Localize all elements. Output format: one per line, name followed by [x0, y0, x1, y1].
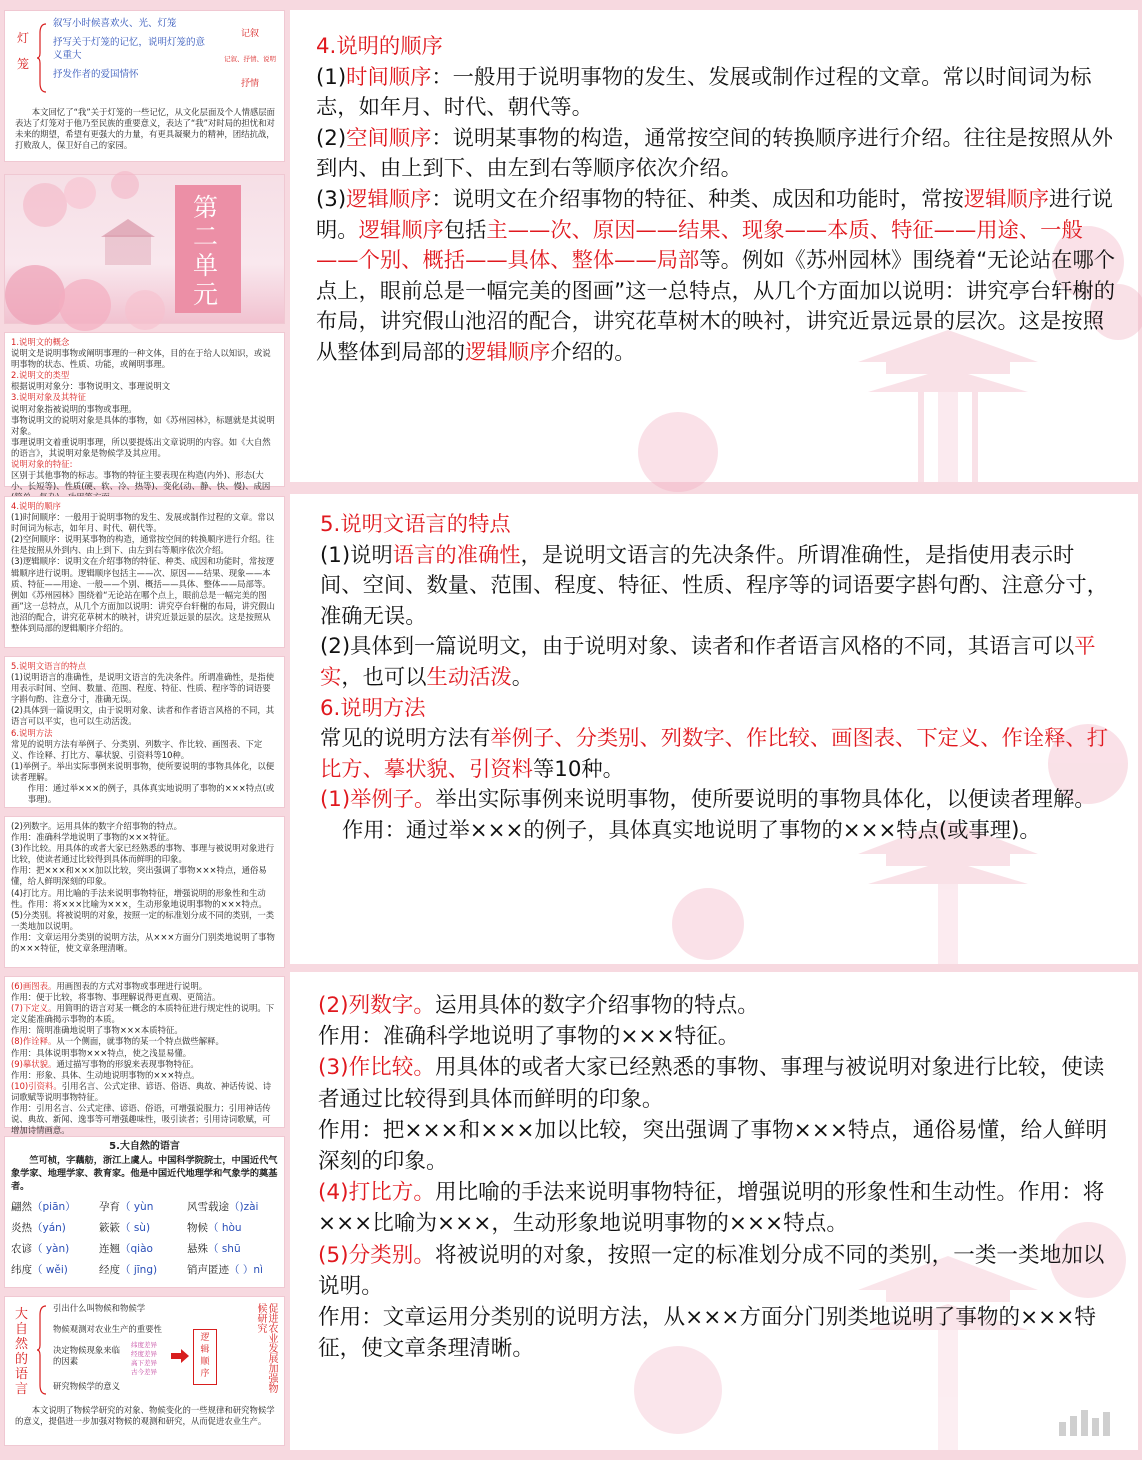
meth-mini-2: 作用：准确科学地说明了事物的×××特征。	[11, 832, 175, 843]
order-heading: 4.说明的顺序	[316, 34, 443, 59]
method-numbers: (2)列数字。运用具体的数字介绍事物的特点。	[318, 993, 759, 1018]
method-line: 作用：形象、具体、生动地说明事物的×××特点。	[11, 1069, 200, 1080]
lantern-summary: 本文回忆了“我”关于灯笼的一些记忆，从文化层面及个人情感层面表达了灯笼对于他乃至民族的重要意义，表达了“我”对时局的担忧和对未来的期望，希望有更强大的力量，有更具凝聚力的精神，团结抗战，打败敌人，保卫好自己的家园。	[15, 107, 275, 151]
thumb-slide-methods-a[interactable]	[4, 816, 285, 968]
structure-summary: 本文说明了物候学研究的对象、物候变化的一些规律和研究物候学的意义，提倡进一步加强对物候的观测和研究，从而促进农业生产。	[15, 1405, 275, 1427]
order-mini-logic: (3)逻辑顺序：说明文在介绍事物的特征、种类、成因和功能时，常按逻辑顺序进行说明。逻辑顺序包括主——次、原因——结果、现象——本质、特征——用途、一般——个别、概括——具体、整体——局部等。例如《苏州园林》围绕着“无论站在哪个点上，眼前总是一幅完美的图画”这一总特点，从几个方面加以说明：讲究亭台轩榭的布局，讲究假山池沼的配合，讲究花草树木的映衬，讲究近景远景的层次。这是按照从整体到局部的逻辑顺序介绍的。	[11, 556, 275, 634]
lantern-row-2: 抒写关于灯笼的记忆，说明灯笼的意义重大	[53, 37, 206, 61]
language-heading: 5.说明文语言的特点	[320, 512, 511, 537]
panel-order	[290, 10, 1138, 482]
lantern-row-3: 抒发作者的爱国情怀	[53, 69, 139, 80]
lantern-tag-1: 记叙	[240, 29, 259, 39]
language-style: (2)具体到一篇说明文，由于说明对象、读者和作者语言风格的不同，其语言可以平实，也可以生动活泼。	[320, 634, 1096, 690]
method-line: (8)作诠释。从一个侧面，就事物的某一个特点做些解释。	[11, 1036, 224, 1047]
structure-item-1: 引出什么叫物候和物候学	[53, 1303, 146, 1313]
lang-mini-3: 常见的说明方法有举例子、分类别、列数字、作比较、画图表、下定义、作诠释、打比方、摹状貌、引资料等10种。	[11, 738, 263, 760]
method-line: (10)引资料。引用名言、公式定律、谚语、俗语、典故、神话传说、诗词歌赋等说明事物特征。	[11, 1080, 272, 1102]
methods-list: 常见的说明方法有举例子、分类别、列数字、作比较、画图表、下定义、作诠释、打比方、摹状貌、引资料等10种。	[320, 726, 1109, 782]
structure-left: 大自然的语言	[15, 1307, 29, 1397]
meth-mini-1: (2)列数字。运用具体的数字介绍事物的特点。	[11, 821, 182, 831]
order-mini-title: 4.说明的顺序	[11, 501, 61, 511]
pinyin-cell: 翩然（piān）	[11, 1201, 76, 1214]
pinyin-row	[11, 1218, 278, 1239]
factor-2: 经度差异	[131, 1350, 157, 1358]
method-numbers-effect: 作用：准确科学地说明了事物的×××特征。	[318, 1024, 740, 1050]
meth-mini-7: 作用：文章运用分类别的说明方法，从×××方面分门别类地说明了事物的×××特征，使文章条理清晰。	[11, 931, 275, 954]
lamp-char-2: 笼	[17, 57, 30, 71]
concept-line: 事物说明文的说明对象是具体的事物，如《苏州园林》，标题就是其说明对象。	[11, 414, 275, 436]
blossom-art-icon	[5, 175, 286, 325]
structure-mid: 逻辑顺序	[193, 1329, 217, 1385]
structure-brace-icon	[37, 1305, 47, 1395]
concept-line: 事理说明文着重说明事理，所以要提炼出文章说明的内容。如《大自然的语言》，其说明对象是物候学及其应用。	[11, 436, 271, 458]
concept-line: 说明对象指被说明的事物或事理。	[11, 403, 137, 414]
concept-line: 1.说明文的概念	[11, 337, 70, 347]
nature-title: 5.大自然的语言	[109, 1141, 180, 1152]
thumb-slide-lantern[interactable]	[4, 10, 285, 162]
unit-title: 第二单元	[193, 193, 219, 309]
factor-3: 高下差异	[131, 1359, 157, 1367]
method-line: (7)下定义。用简明的语言对某一概念的本质特征进行规定性的说明。下定义能准确揭示事物的本质。	[11, 1003, 275, 1025]
meth-mini-6: (5)分类别。将被说明的对象，按照一定的标准划分成不同的类别，一类一类地加以说明。	[11, 909, 275, 931]
lang-mini-title: 5.说明文语言的特点	[11, 661, 86, 671]
language-accuracy: (1)说明语言的准确性，是说明文语言的先决条件。所谓准确性，是指使用表示时间、空间、数量、范围、程度、特征、性质、程序等的词语要字斟句酌、注意分寸，准确无误。	[320, 542, 1108, 629]
pinyin-row	[11, 1197, 278, 1218]
order-mini-space: (2)空间顺序：说明某事物的构造，通常按空间的转换顺序进行介绍。往往是按照从外到内、由上到下、由左到右等顺序依次介绍。	[11, 534, 275, 556]
method-line: 作用：简明准确地说明了事物×××本质特征。	[11, 1025, 183, 1036]
pinyin-row	[11, 1239, 278, 1260]
method-example: (1)举例子。举出实际事例来说明事物，使所要说明的事物具体化，以便读者理解。	[320, 787, 1096, 813]
lantern-tag-3: 抒情	[240, 79, 259, 90]
factor-4: 古今差异	[131, 1368, 157, 1376]
thumb-slide-unit2[interactable]	[4, 174, 285, 324]
order-time: (1)时间顺序：一般用于说明事物的发生、发展或制作过程的文章。常以时间词为标志，如年月、时代、朝代等。	[316, 64, 1092, 121]
method-line: 作用：引用名言、公式定律、谚语、俗语，可增强说服力；引用神话传说、典故、新闻、逸事等可增强趣味性，吸引读者；引用诗词歌赋，可增加诗情画意。	[11, 1103, 271, 1136]
lang-mini-4: (1)举例子。举出实际事例来说明事物，使所要说明的事物具体化，以便读者理解。	[11, 760, 275, 782]
concept-line: 说明文是说明事物或阐明事理的一种文体，目的在于给人以知识，或说明事物的状态、性质、功能，或阐明事理。	[11, 348, 271, 370]
lang-mini-2: (2)具体到一篇说明文，由于说明对象、读者和作者语言风格的不同，其语言可以平实，也可以生动活泼。	[11, 705, 275, 727]
concept-line: 2.说明文的类型	[11, 370, 70, 381]
method-line: 作用：具体说明事物×××特点，使之浅显易懂。	[11, 1047, 192, 1058]
methods-b-text	[11, 981, 278, 1136]
method-line: (9)摹状貌。通过描写事物的形貌来表现事物特征。	[11, 1058, 199, 1069]
method-compare: (3)作比较。用具体的或者大家已经熟悉的事物、事理与被说明对象进行比较，使读者通过比较得到具体而鲜明的印象。	[318, 1055, 1105, 1112]
brace-icon	[37, 23, 47, 93]
concept-line: 根据说明对象分：事物说明文、事理说明文	[11, 381, 171, 392]
lang-mini-title2: 6.说明方法	[11, 727, 53, 738]
structure-item-2: 物候观测对农业生产的重要性	[53, 1324, 162, 1334]
structure-item-4: 研究物候学的意义	[53, 1381, 120, 1391]
pinyin-cell: 风雪载途（)zài	[187, 1201, 259, 1214]
meth-mini-5: (4)打比方。用比喻的手法来说明事物特征，增强说明的形象性和生动性。作用：将×××比喻为×××，生动形象地说明事物的×××特点。	[11, 887, 267, 909]
nature-intro: 竺可桢，字藕舫，浙江上虞人。中国科学院院士，中国近代气象学家、地理学家、教育家。他是中国近代地理学和气象学的奠基者。	[11, 1155, 278, 1193]
concept-line: 3.说明对象及其特征	[11, 392, 86, 403]
pinyin-cell: 物候（ hòu	[187, 1222, 242, 1235]
thumb-slide-nature-language[interactable]	[4, 1136, 285, 1288]
method-classify-effect: 作用：文章运用分类别的说明方法，从×××方面分门别类地说明了事物的×××特征，使文章条理清晰。	[318, 1305, 1096, 1362]
method-example-effect: 作用：通过举×××的例子，具体真实地说明了事物的×××特点(或事理)。	[342, 817, 1041, 843]
lantern-tag-2: 记叙、抒情、说明	[224, 55, 276, 64]
thumb-slide-expository-concepts[interactable]	[4, 332, 285, 492]
methods-heading: 6.说明方法	[320, 695, 426, 721]
concept-line: 说明对象的特征:	[11, 459, 73, 470]
watermark-icon	[1059, 1410, 1110, 1436]
lamp-char-1: 灯	[17, 31, 30, 45]
meth-mini-3: (3)作比较。用具体的或者大家已经熟悉的事物、事理与被说明对象进行比较，使读者通过比较得到具体而鲜明的印象。	[11, 843, 275, 865]
pinyin-cell: 销声匿迹（ ）nì	[187, 1264, 263, 1277]
method-compare-effect: 作用：把×××和×××加以比较，突出强调了事物×××特点，通俗易懂，给人鲜明深刻的印象。	[318, 1117, 1108, 1175]
method-line: (6)画图表。用画图表的方式对事物或事理进行说明。	[11, 981, 208, 991]
pinyin-row	[11, 1260, 278, 1281]
pinyin-cell: 孕育（ yùn	[99, 1201, 154, 1214]
lang-mini-1: (1)说明语言的准确性，是说明文语言的先决条件。所谓准确性，是指使用表示时间、空间、数量、范围、程度、特征、性质、程序等的词语要字斟句酌、注意分寸，准确无误。	[11, 672, 275, 705]
pinyin-cell: 悬殊（ shū	[187, 1243, 241, 1256]
thumb-slide-structure[interactable]	[4, 1296, 285, 1446]
concept-line: 区别于其他事物的标志。事物的特征主要表现在构造(内外)、形态(大小、长短等)、性质(硬、软、冷、热等)、变化(动、静、快、慢)、成因	[11, 470, 271, 492]
structure-right: 促进农业发展加强物候研究	[255, 1303, 277, 1393]
thumb-slide-methods-b[interactable]	[4, 976, 285, 1136]
pinyin-cell: 炎热（yán)	[11, 1222, 66, 1235]
concepts-text	[11, 337, 278, 503]
panel-methods-detail	[290, 972, 1138, 1450]
method-classify: (5)分类别。将被说明的对象，按照一定的标准划分成不同的类别，一类一类地加以说明。	[318, 1242, 1105, 1299]
lantern-row-1: 叙写小时候喜欢火、光、灯笼	[53, 18, 177, 29]
lang-mini-5: 作用：通过举×××的例子，具体真实地说明了事物的×××特点(或事理)。	[27, 783, 275, 805]
pinyin-table	[11, 1197, 278, 1281]
order-logic: (3)逻辑顺序：说明文在介绍事物的特征、种类、成因和功能时，常按逻辑顺序进行说明。逻辑顺序包括主——次、原因——结果、现象——本质、特征——用途、一般——个别、概括——具体、整体——局部等。例如《苏州园林》围绕着“无论站在哪个点上，眼前总是一幅完美的图画”这一总特点，从几个方面加以说明：讲究亭台轩榭的布局，讲究假山池沼的配合，讲究花草树木的映衬，讲究近景远景的层次。这是按照从整体到局部的逻辑顺序介绍的。	[316, 186, 1116, 365]
thumb-slide-order[interactable]	[4, 496, 285, 648]
thumb-slide-language[interactable]	[4, 656, 285, 808]
order-mini-time: (1)时间顺序：一般用于说明事物的发生、发展或制作过程的文章。常以时间词为标志，如年月、时代、朝代等。	[11, 512, 275, 534]
pinyin-cell: 连翘（qiào	[99, 1243, 153, 1256]
structure-item-3: 决定物候现象来临的因素	[53, 1345, 120, 1366]
factor-1: 纬度差异	[131, 1341, 157, 1349]
panel-language-methods	[290, 494, 1138, 964]
meth-mini-4: 作用：把×××和×××加以比较，突出强调了事物×××特点，通俗易懂，给人鲜明深刻的印象。	[11, 865, 267, 887]
pinyin-cell: 经度（ jīng)	[99, 1264, 158, 1277]
arrow-right-icon	[171, 1349, 189, 1363]
pinyin-cell: 纬度（ wěi)	[11, 1264, 68, 1277]
pinyin-cell: 簌簌（ sù)	[99, 1222, 151, 1235]
pinyin-cell: 农谚（ yàn)	[11, 1243, 70, 1256]
method-metaphor: (4)打比方。用比喻的手法来说明事物特征，增强说明的形象性和生动性。作用：将×××比喻为×××，生动形象地说明事物的×××特点。	[318, 1180, 1105, 1237]
order-space: (2)空间顺序：说明某事物的构造，通常按空间的转换顺序进行介绍。往往是按照从外到内、由上到下、由左到右等顺序依次介绍。	[316, 125, 1113, 182]
method-line: 作用：便于比较，将事物、事理解说得更直观、更简洁。	[11, 992, 221, 1003]
